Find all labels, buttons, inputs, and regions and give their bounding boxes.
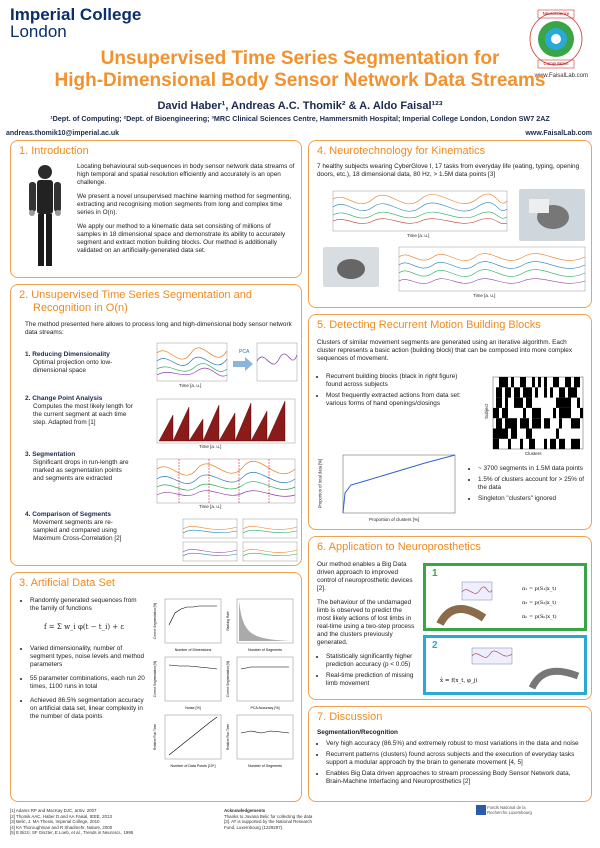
svg-text:πₙ = p(Sₙ|x_t): πₙ = p(Sₙ|x_t) [522, 614, 557, 620]
heatmap-cell [505, 408, 508, 418]
reference-item: [5] E Bizzi, SF Giszter, E Loeb, et al., Trends in Neurosci., 1995 [10, 830, 134, 835]
artificial-bullet-3: • 55 parameter combinations, each run 20 times, 1100 runs in total [30, 675, 147, 691]
heatmap-cell [559, 408, 562, 418]
heatmap-cell [526, 387, 529, 397]
poster-title [40, 48, 560, 92]
heatmap-cell [526, 418, 529, 428]
heatmap-cell [547, 418, 550, 428]
heatmap-cell [520, 439, 523, 449]
heatmap-cell [574, 387, 577, 397]
heatmap-cell [523, 387, 526, 397]
discussion-bullet-3: • Enables Big Data driven approaches to stream processing Body Sensor Network data, Brain-Machine Interfacing and Neuroprosthetics [2] [326, 770, 587, 786]
heatmap-cell [496, 387, 499, 397]
heatmap-cell [556, 429, 559, 439]
run-length-xlabel: Time [a. u.] [199, 444, 222, 449]
heatmap-cell [574, 377, 577, 387]
heatmap-cell [532, 418, 535, 428]
reference-item: [3] Belic, J. MA Thesis, Imperial College, 2010 [10, 819, 100, 824]
recurrent-bullet-4: • 1.5% of clusters account for > 25% of the data [478, 476, 587, 492]
heatmap-cell [568, 398, 571, 408]
heatmap-cell [574, 439, 577, 449]
heatmap-cell [532, 408, 535, 418]
result-xlabel-3: Noise [%] [185, 706, 201, 710]
heatmap-cell [514, 398, 517, 408]
method-intro: The method presented here allows to process long and high-dimensional body sensor network data streams: [25, 321, 292, 336]
result-ylabel-1: Correct Segmentation [%] [153, 602, 157, 640]
lab-site-url[interactable]: www.FaisalLab.com [534, 73, 588, 79]
result-plot-6 [237, 715, 293, 759]
artificial-bullet-2: • Varied dimensionality, number of segment types, noise levels and method parameters [30, 645, 147, 669]
heatmap-cell [508, 387, 511, 397]
sponsor-line1: Fonds National de la [487, 805, 526, 810]
heatmap-cell [496, 429, 499, 439]
title-line2: High-Dimensional Body Sensor Network Data Streams [54, 70, 546, 91]
heatmap-cell [508, 418, 511, 428]
recurrent-bullets-bottom [469, 465, 587, 506]
kinematic-trace-1 [317, 189, 509, 241]
result-ylabel-4: Correct Segmentation [%] [226, 660, 230, 698]
artificial-results-grid [151, 595, 297, 795]
neurotech-xlabel-1: Time [a. u.] [407, 233, 430, 238]
result-xlabel-4: PCA Accuracy [%] [250, 706, 280, 710]
result-plot-4 [237, 657, 293, 701]
result-xlabel-2: Number of Segments [248, 648, 282, 652]
section-title: 1. Introduction [19, 145, 89, 157]
run-length-plot [139, 397, 299, 453]
pca-plot [139, 341, 299, 393]
intro-p3: We apply our method to a kinematic data set consisting of millions of samples in 18 dimensional space and demonstrate its ability to accurately segment and extract motion building blocks. Our method is additionally validated on an artificially-generated data set. [77, 223, 286, 254]
heatmap-cell [505, 429, 508, 439]
heatmap-cell [535, 418, 538, 428]
curve-ylabel: Proportion of total data [%] [317, 458, 323, 509]
reference-item: [2] Thomik AAC, Haber D and AA Faisal, IEEE, 2013 [10, 813, 112, 819]
heatmap-cell [517, 398, 520, 408]
heatmap-cell [562, 439, 565, 449]
heatmap-cell [568, 377, 571, 387]
contact-email[interactable]: andreas.thomik10@imperial.ac.uk [6, 130, 120, 137]
intro-text [77, 163, 295, 255]
step-4 [25, 511, 129, 543]
heatmap-cell [529, 398, 532, 408]
recurrent-bullet-1: • Recurrent building blocks (black in right figure) found across subjects [326, 373, 467, 389]
heatmap-cell [538, 377, 541, 387]
heatmap-cell [526, 429, 529, 439]
artificial-formula: f = Σ w_i φ(t − t_i) + ε [43, 623, 125, 631]
heatmap-cell [499, 377, 502, 387]
heatmap-cell [505, 398, 508, 408]
heatmap-cell [505, 418, 508, 428]
result-ylabel-6: Relative Run Time [226, 723, 230, 751]
method-title-line1: 2. Unsupervised Time Series Segmentation and [19, 289, 252, 301]
heatmap-cell [544, 377, 547, 387]
heatmap-cell [538, 408, 541, 418]
neuroprosth-bullet-1: • Statistically significantly higher prediction accuracy (p < 0.05) [326, 653, 417, 669]
authors: David Haber¹, Andreas A.C. Thomik² & A. Aldo Faisal¹²³ [157, 100, 443, 112]
recurrent-bullet-2: • Most frequently extracted actions from data set: various forms of hand openings/closings [326, 392, 467, 408]
discussion-bullet-1: • Very high accuracy (86.5%) and extremely robust to most variations in the data and noise [326, 740, 587, 748]
result-plot-3 [165, 657, 221, 701]
section-method [10, 284, 302, 566]
heatmap-cell [553, 377, 556, 387]
heatmap-cell [508, 439, 511, 449]
heatmap-cell [511, 377, 514, 387]
prosthetic-step-2-panel [423, 635, 587, 695]
lab-logo-bottom: Computation [543, 61, 569, 66]
recurrent-bullet-5: • Singleton "clusters" ignored [478, 495, 587, 503]
acknowledgements [224, 808, 364, 830]
heatmap-cell [571, 387, 574, 397]
pca-xlabel: Time [a. u.] [179, 383, 202, 388]
reference-item: [1] Adams RP and MacKay DJC, arXiv. 2007 [10, 808, 97, 813]
heatmap-cell [502, 408, 505, 418]
heatmap-cell [556, 398, 559, 408]
heatmap-cell [496, 439, 499, 449]
segmentation-plot [139, 457, 299, 513]
glove-subject-figure [25, 163, 65, 273]
heatmap-cell [529, 439, 532, 449]
heatmap-cell [559, 387, 562, 397]
heatmap-cell [499, 387, 502, 397]
artificial-bullet-4: • Achieved 86.5% segmentation accuracy on artificial data set, linear complexity in the number of data points [30, 697, 147, 721]
heatmap-cell [499, 398, 502, 408]
section-title: 6. Application to Neuroprosthetics [317, 541, 481, 553]
section-introduction [10, 140, 302, 278]
heatmap-cell [553, 439, 556, 449]
section-title: 3. Artificial Data Set [19, 577, 115, 589]
heatmap-cell [517, 387, 520, 397]
result-xlabel-6: Number of Segments [248, 764, 282, 768]
heatmap-cell [550, 387, 553, 397]
heatmap-cell [565, 398, 568, 408]
heatmap-cell [529, 387, 532, 397]
heatmap-cell [493, 429, 496, 439]
heatmap-cell [523, 408, 526, 418]
neurotech-text: 7 healthy subjects wearing CyberGlove I, 17 tasks from everyday life (eating, typing, opening doors, etc.), 18 dimensional data, 80 Hz, > 1.5M data points [3] [317, 163, 580, 178]
affiliations: ¹Dept. of Computing; ²Dept. of Bioengineering; ³MRC Clinical Sciences Centre, Hammersmith Hospital; Imperial College London, London SW7 2AZ [50, 114, 550, 123]
heatmap-cell [529, 429, 532, 439]
step-1-head: 1. Reducing Dimensionality [25, 351, 110, 358]
result-ylabel-2: Ranking Rate [226, 611, 230, 631]
heatmap-cell [496, 398, 499, 408]
step-3-text: Significant drops in run-length are marked as segmentation points and segments are extracted [33, 459, 129, 482]
comparison-plots [181, 517, 299, 563]
section-neurotechnology [308, 140, 592, 308]
heatmap-cell [538, 418, 541, 428]
section-title: 7. Discussion [317, 711, 383, 723]
cluster-curve-plot [317, 453, 465, 527]
artificial-bullet-1: • Randomly generated sequences from the family of functions [30, 597, 147, 613]
heatmap-cell [562, 387, 565, 397]
heatmap-cell [514, 429, 517, 439]
step-1-text: Optimal projection onto low-dimensional space [33, 359, 113, 374]
section-title: 5. Detecting Recurrent Motion Building Blocks [317, 319, 541, 331]
neuroprosth-bullet-2: • Real-time prediction of missing limb movement [326, 672, 417, 688]
ack-line: Thanks to Jovana Belic for collecting the data [224, 813, 313, 819]
cyberglove-photo-1 [519, 189, 585, 241]
title-line1: Unsupervised Time Series Segmentation for [100, 48, 500, 69]
step-1-number: 1 [432, 568, 438, 579]
pca-label: PCA [239, 349, 250, 355]
heatmap-cell [535, 387, 538, 397]
logo-line1: Imperial College [10, 5, 142, 24]
segmentation-xlabel: Time [a. u.] [199, 504, 222, 509]
step-2-number: 2 [432, 640, 438, 651]
step-3-head: 3. Segmentation [25, 451, 76, 458]
heatmap-cell [502, 377, 505, 387]
heatmap-cell [556, 377, 559, 387]
heatmap-cell [493, 439, 496, 449]
recurrent-bullet-3: • ~ 3700 segments in 1.5M data points [478, 465, 587, 473]
section-recurrent-blocks [308, 314, 592, 530]
heatmap-cell [514, 418, 517, 428]
heatmap-cell [511, 429, 514, 439]
result-plot-1 [165, 599, 221, 643]
heatmap-cell [514, 387, 517, 397]
heatmap-cell [505, 387, 508, 397]
heatmap-cell [565, 377, 568, 387]
section-title [19, 289, 252, 315]
heatmap-xlabel: Clusters [525, 451, 542, 456]
heatmap-cell [532, 377, 535, 387]
heatmap-cell [532, 439, 535, 449]
heatmap-cell [496, 408, 499, 418]
sponsor-logo [476, 805, 532, 815]
ack-line: Fund, Luxembourg (1229297). [224, 824, 284, 830]
artificial-bullets [21, 597, 147, 724]
step-4-text: Movement segments are re-sampled and compared using Maximum Cross-Correlation [2] [33, 519, 122, 542]
heatmap-cell [523, 418, 526, 428]
recurrent-bullets-top [317, 373, 467, 411]
references [10, 808, 133, 836]
discussion-bullet-2: • Recurrent patterns (clusters) found across subjects and the execution of everyday tasks support a modular approach by the brain to generate movement [4, 5] [326, 751, 587, 767]
method-title-line2: Recognition in O(n) [33, 302, 128, 314]
heatmap-cell [577, 377, 580, 387]
heatmap-cell [559, 398, 562, 408]
heatmap-cell [559, 439, 562, 449]
heatmap-cell [553, 408, 556, 418]
neuroprosth-p2: The behaviour of the undamaged limb is observed to predict the most likely actions of lost limbs in real-time using a two-step process and the clusters previously generated. [317, 599, 415, 646]
heatmap-cell [496, 418, 499, 428]
result-plot-2 [237, 599, 293, 643]
reference-item: [4] KA Thoroughman and R Shadmehr, Nature, 2000 [10, 824, 113, 830]
heatmap-cell [544, 418, 547, 428]
result-ylabel-5: Relative Run Time [153, 723, 157, 751]
imperial-logo [10, 6, 141, 40]
section-artificial-data [10, 572, 302, 802]
result-xlabel-1: Number of Dimensions [174, 648, 212, 652]
step-2-text: Computes the most likely length for the current segment at each time step. Adapted from [1] [33, 403, 133, 426]
discussion-body [317, 729, 587, 789]
ack-line: [3]. AT is supported by the National Research [224, 819, 312, 824]
result-ylabel-3: Correct Segmentation [%] [153, 660, 157, 698]
cyberglove-photo-2 [323, 247, 379, 287]
step-1 [25, 351, 129, 375]
heatmap-cell [565, 408, 568, 418]
heatmap-cell [493, 408, 496, 418]
heatmap-cell [577, 418, 580, 428]
heatmap-cell [544, 439, 547, 449]
cluster-heatmap [485, 375, 587, 459]
heatmap-cell [571, 418, 574, 428]
step-2-head: 2. Change Point Analysis [25, 395, 103, 402]
heatmap-cell [499, 429, 502, 439]
heatmap-cell [574, 418, 577, 428]
prosthetic-step-1-panel [423, 563, 587, 631]
heatmap-cell [568, 408, 571, 418]
heatmap-cell [505, 377, 508, 387]
website-url[interactable]: www.FaisalLab.com [525, 130, 592, 137]
heatmap-cell [571, 439, 574, 449]
sponsor-line2: Recherche Luxembourg [487, 810, 532, 815]
neuroprosth-p1: Our method enables a Big Data driven approach to improved control of neuroprosthetic devices [2]. [317, 561, 413, 592]
logo-line2: London [10, 22, 67, 41]
heatmap-cell [535, 408, 538, 418]
step-3 [25, 451, 129, 483]
intro-p2: We present a novel unsupervised machine learning method for segmenting, extracting and recognising motion segments from long and complex time series in O(n). [77, 193, 292, 216]
ack-title: Acknowledgements [224, 808, 266, 813]
heatmap-cell [502, 429, 505, 439]
heatmap-cell [520, 418, 523, 428]
section-neuroprosthetics [308, 536, 592, 700]
curve-xlabel: Proportion of clusters [%] [369, 517, 420, 522]
heatmap-cell [577, 439, 580, 449]
heatmap-cell [520, 377, 523, 387]
step-4-head: 4. Comparison of Segments [25, 511, 111, 518]
svg-text:x̂ = f(x_t, φ_j): x̂ = f(x_t, φ_j) [440, 678, 478, 684]
heatmap-cell [562, 408, 565, 418]
section-discussion [308, 706, 592, 802]
result-plot-5 [165, 715, 221, 759]
neuroprosth-text [317, 561, 417, 691]
lab-logo-top: Neuroscience [542, 11, 570, 16]
recurrent-intro: Clusters of similar movement segments are generated using an iterative algorithm. Each cluster represents a basic action (building block) that can be composed into more complex sequences of movement. [317, 339, 573, 362]
heatmap-cell [562, 398, 565, 408]
heatmap-cell [568, 387, 571, 397]
heatmap-cell [523, 377, 526, 387]
neurotech-xlabel-2: Time [a. u.] [473, 293, 496, 298]
heatmap-ylabel: Subject [484, 403, 490, 420]
heatmap-cell [526, 398, 529, 408]
heatmap-cell [499, 418, 502, 428]
section-title: 4. Neurotechnology for Kinematics [317, 145, 486, 157]
heatmap-cell [544, 387, 547, 397]
heatmap-cell [580, 408, 583, 418]
step-2 [25, 395, 133, 427]
heatmap-cell [520, 398, 523, 408]
result-xlabel-5: Number of Data Points [10⁴] [170, 764, 216, 768]
svg-text:π₂ = p(S₂|x_t): π₂ = p(S₂|x_t) [522, 600, 557, 606]
heatmap-cell [577, 398, 580, 408]
discussion-subtitle: Segmentation/Recognition [317, 729, 398, 736]
intro-p1: Locating behavioural sub-sequences in body sensor network data streams of high temporal and spatial resolution efficiently and accurately is an open challenge. [77, 163, 295, 186]
heatmap-cell [559, 418, 562, 428]
svg-text:π₁ = p(S₁|x_t): π₁ = p(S₁|x_t) [522, 586, 557, 592]
kinematic-trace-2 [383, 245, 587, 303]
heatmap-cell [550, 439, 553, 449]
heatmap-cell [511, 418, 514, 428]
